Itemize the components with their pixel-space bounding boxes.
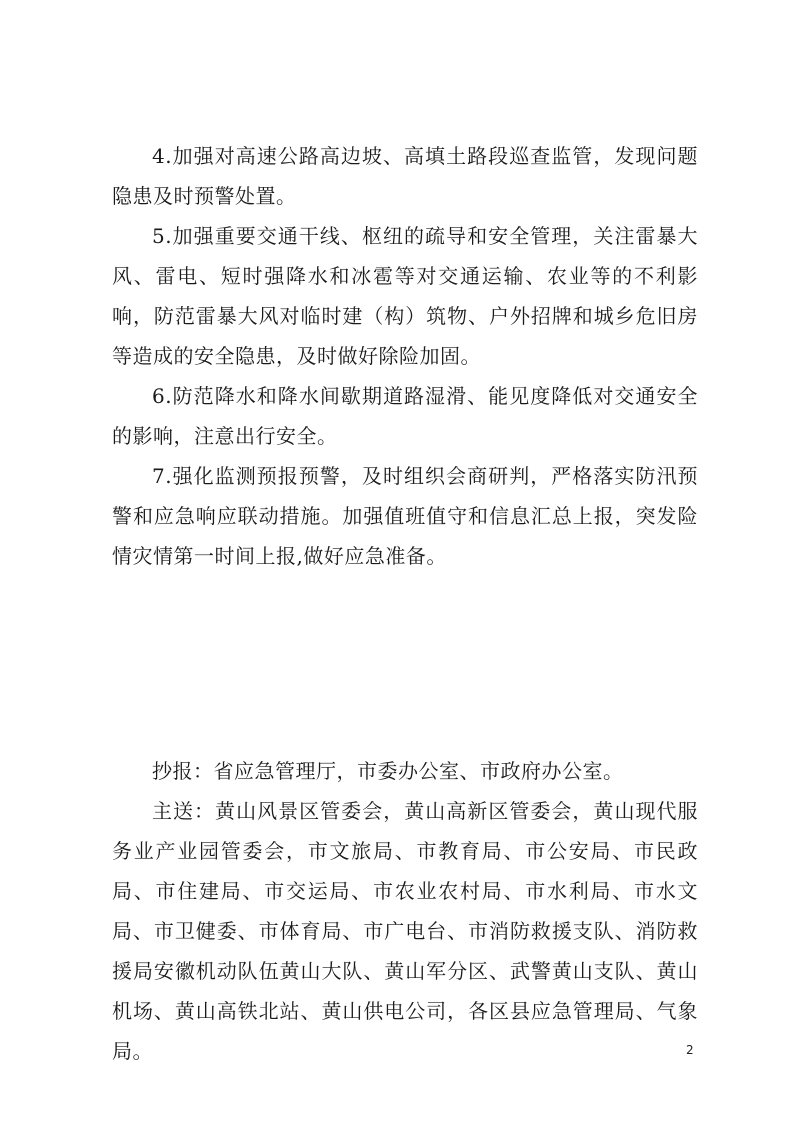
document-body: [112, 136, 698, 576]
paragraph-item-7: 7.强化监测预报预警，及时组织会商研判，严格落实防汛预警和应急响应联动措施。加强值班值守和信息汇总上报，突发险情灾情第一时间上报,做好应急准备。: [112, 464, 698, 568]
cc-report-line: 抄报：省应急管理厅，市委办公室、市政府办公室。: [152, 759, 624, 783]
page-number: 2: [686, 1043, 694, 1057]
paragraph-item-4: 4.加强对高速公路高边坡、高填土路段巡查监管，发现问题隐患及时预警处置。: [112, 144, 698, 208]
distribution-block: [112, 751, 698, 1071]
send-to-line: 主送：黄山风景区管委会，黄山高新区管委会，黄山现代服务业产业园管委会，市文旅局、市教育局、市公安局、市民政局、市住建局、市交运局、市农业农村局、市水利局、市水文局、市卫健委、市体育局、市广电台、市消防救援支队、消防救援局安徽机动队伍黄山大队、黄山军分区、武警黄山支队、黄山机场、黄山高铁北站、黄山供电公司，各区县应急管理局、气象局。: [112, 799, 698, 1063]
paragraph-item-6: 6.防范降水和降水间歇期道路湿滑、能见度降低对交通安全的影响，注意出行安全。: [112, 384, 698, 448]
paragraph-item-5: 5.加强重要交通干线、枢纽的疏导和安全管理，关注雷暴大风、雷电、短时强降水和冰雹等对交通运输、农业等的不利影响，防范雷暴大风对临时建（构）筑物、户外招牌和城乡危旧房等造成的安全隐患，及时做好除险加固。: [112, 224, 698, 368]
